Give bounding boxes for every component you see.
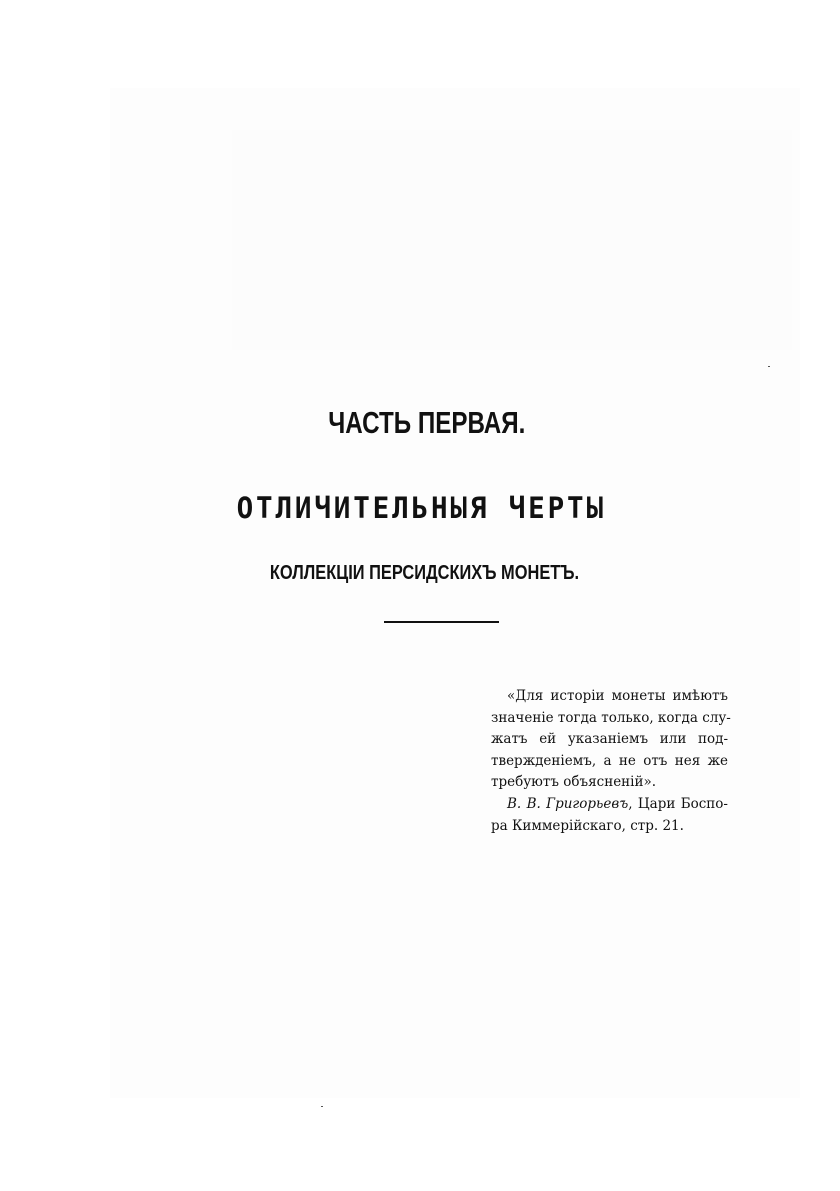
- page-background-tint: [232, 130, 792, 350]
- divider-rule: [384, 621, 499, 623]
- attribution-work: , Цари Боспо-: [628, 795, 728, 812]
- subtitle: КОЛЛЕКЦІИ ПЕРСИДСКИХЪ МОНЕТЪ.: [269, 562, 580, 584]
- epigraph-line: жатъ ей указаніемъ или под-: [491, 731, 728, 748]
- epigraph-line: значеніе тогда только, когда слу-: [491, 709, 731, 726]
- print-speck: [321, 1106, 323, 1107]
- print-speck: [768, 366, 770, 367]
- attribution-source: ра Киммерійскаго, стр. 21.: [491, 817, 684, 834]
- part-title: ЧАСТЬ ПЕРВАЯ.: [328, 405, 526, 440]
- epigraph-line: требуютъ объясненій».: [491, 774, 657, 791]
- epigraph-line: твержденіемъ, а не отъ нея же: [491, 752, 728, 769]
- section-title: ОТЛИЧИТЕЛЬНЫЯ ЧЕРТЫ: [236, 491, 606, 525]
- attribution-author: В. В. Григорьевъ: [507, 795, 629, 812]
- epigraph-line: «Для исторіи монеты имѣютъ: [507, 688, 728, 704]
- epigraph-attribution: [491, 794, 728, 816]
- epigraph: [491, 686, 731, 837]
